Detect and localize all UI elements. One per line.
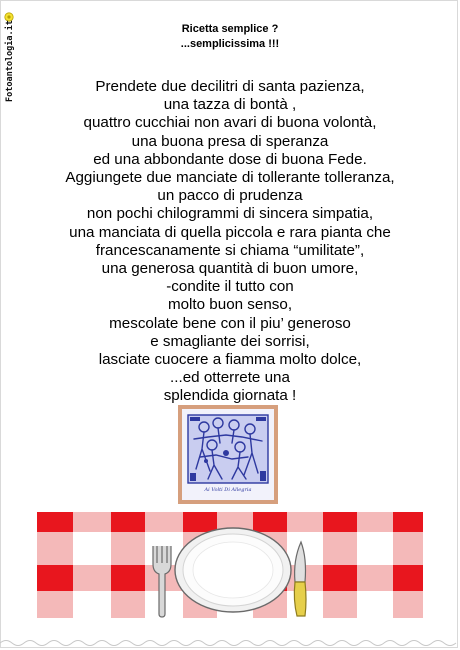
plate-icon	[175, 528, 291, 612]
poem-line: quattro cucchiai non avari di buona volontà,	[83, 114, 377, 132]
poem-line: splendida giornata !	[163, 387, 297, 405]
page-title	[0, 22, 460, 52]
tile-caption: Ai Volti Di Allegria	[204, 487, 252, 493]
ceramic-tile-illustration	[178, 405, 278, 504]
title-line-1: Ricetta semplice ?	[181, 23, 279, 35]
poem-line: lasciate cuocere a fiamma molto dolce,	[98, 351, 362, 369]
poem-line: un pacco di prudenza	[157, 187, 303, 205]
poem-line: Prendete due decilitri di santa pazienza,	[95, 78, 365, 95]
poem-line: una buona presa di speranza	[131, 132, 329, 150]
poem-line: una manciata di quella piccola e rara pianta che	[69, 223, 391, 241]
title-line-2: ...semplicissima !!!	[180, 38, 280, 50]
poem-line: ...ed otterrete una	[170, 369, 290, 387]
poem-line: non pochi chilogrammi di sincera simpatia,	[86, 205, 374, 223]
poem-line: -condite il tutto con	[166, 278, 294, 296]
poem-line: e smagliante dei sorrisi,	[150, 332, 310, 350]
table-setting	[37, 512, 423, 618]
poem-line: ed una abbondante dose di buona Fede.	[93, 150, 367, 168]
poem-line: una generosa quantità di buon umore,	[101, 260, 359, 278]
poem-line: mescolate bene con il piu’ generoso	[109, 314, 351, 332]
recipe-poem	[10, 78, 450, 406]
poem-line: molto buon senso,	[167, 296, 293, 314]
poem-line: francescanamente si chiama “umilitate”,	[95, 241, 365, 259]
poem-line: una tazza di bontà ,	[163, 96, 297, 114]
watermark-text: Fotoantologia.it	[5, 20, 15, 102]
decorative-wave-border	[0, 637, 460, 650]
poem-line: Aggiungete due manciate di tollerante tolleranza,	[65, 169, 395, 187]
